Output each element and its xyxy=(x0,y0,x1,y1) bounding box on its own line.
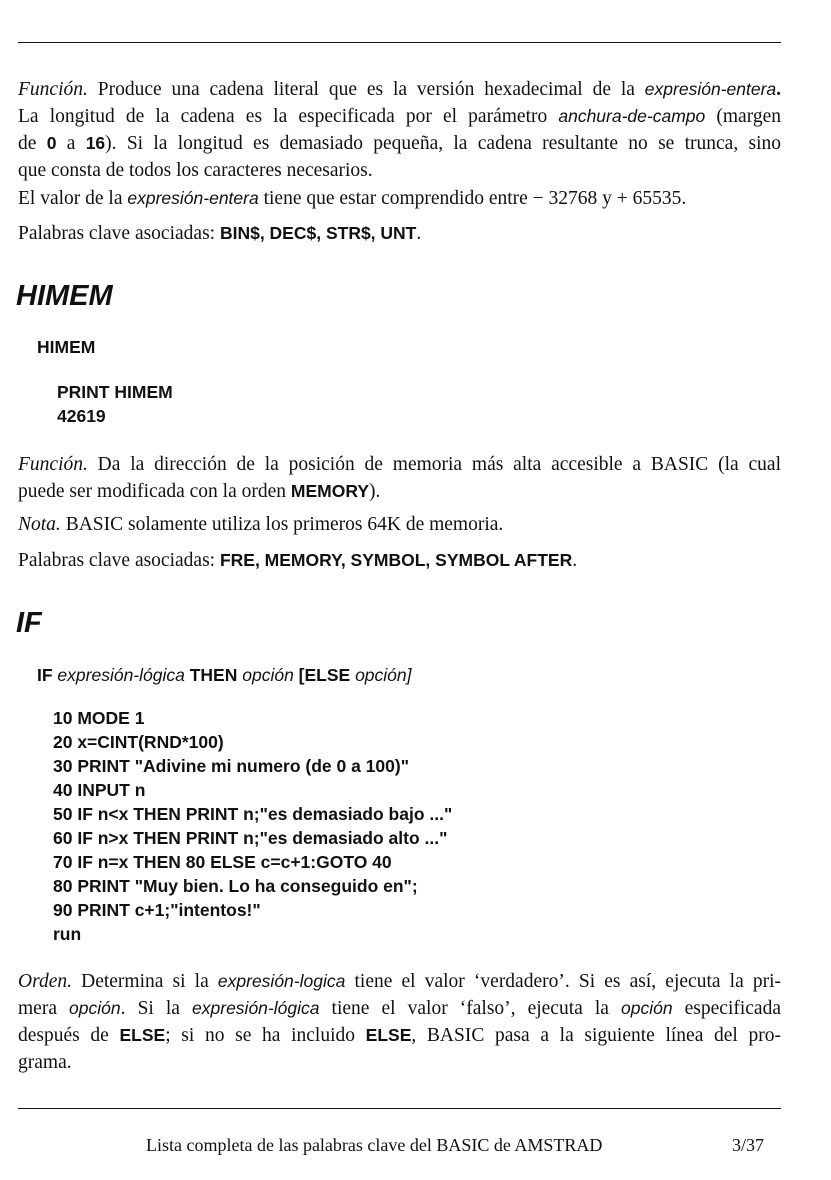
himem-example xyxy=(57,380,173,428)
program-line: 90 PRINT c+1;"intentos!" xyxy=(53,900,261,920)
himem-heading: HIMEM xyxy=(16,280,113,312)
hex-related-keywords: Palabras clave asociadas: BIN$, DEC$, STR$, UNT. xyxy=(18,223,422,244)
if-syntax: IF expresión-lógica THEN opción [ELSE opción] xyxy=(37,665,412,685)
program-line: 30 PRINT "Adivine mi numero (de 0 a 100)" xyxy=(53,756,409,776)
hex-function-paragraph: Función. Produce una cadena literal que es la versión hexadecimal de la expresión-entera. La longitud de la cadena es la especificada por el parámetro anchura-de-campo (margen de 0 a 16). Si la longitud es demasiado pequeña, la cadena resultante no se trunca, sino que consta de todos los caracteres necesarios. xyxy=(18,79,781,181)
hex-range-note: El valor de la expresión-entera tiene que estar comprendido entre − 32768 y + 65535. xyxy=(18,188,687,209)
program-line: 60 IF n>x THEN PRINT n;"es demasiado alto ..." xyxy=(53,828,448,848)
page-number: 3/37 xyxy=(732,1135,765,1155)
himem-function-paragraph: Función. Da la dirección de la posición de memoria más alta accesible a BASIC (la cual puede ser modificada con la orden MEMORY). xyxy=(18,454,781,502)
top-rule xyxy=(18,42,781,43)
program-line: 40 INPUT n xyxy=(53,780,146,800)
program-line: run xyxy=(53,924,82,944)
himem-note: Nota. BASIC solamente utiliza los primeros 64K de memoria. xyxy=(18,514,504,535)
example-line: PRINT HIMEM xyxy=(57,382,173,402)
if-heading: IF xyxy=(16,607,42,639)
footer-title: Lista completa de las palabras clave del BASIC de AMSTRAD xyxy=(146,1135,603,1155)
program-line: 80 PRINT "Muy bien. Lo ha conseguido en"; xyxy=(53,876,418,896)
program-line: 20 x=CINT(RND*100) xyxy=(53,732,224,752)
himem-related-keywords: Palabras clave asociadas: FRE, MEMORY, SYMBOL, SYMBOL AFTER. xyxy=(18,550,578,571)
program-line: 70 IF n=x THEN 80 ELSE c=c+1:GOTO 40 xyxy=(53,852,392,872)
example-output: 42619 xyxy=(57,406,106,426)
if-program-listing xyxy=(53,706,452,946)
bottom-rule xyxy=(18,1108,781,1109)
program-line: 10 MODE 1 xyxy=(53,708,145,728)
himem-syntax: HIMEM xyxy=(37,337,96,357)
if-order-paragraph: Orden. Determina si la expresión-logica tiene el valor ‘verdadero’. Si es así, ejecuta la pri- mera opción. Si la expresión-lógica tiene el valor ‘falso’, ejecuta la opción especificada después de ELSE; si no se ha incluido ELSE, BASIC pasa a la siguiente línea del pro- grama. xyxy=(18,971,782,1073)
program-line: 50 IF n<x THEN PRINT n;"es demasiado bajo ..." xyxy=(53,804,453,824)
